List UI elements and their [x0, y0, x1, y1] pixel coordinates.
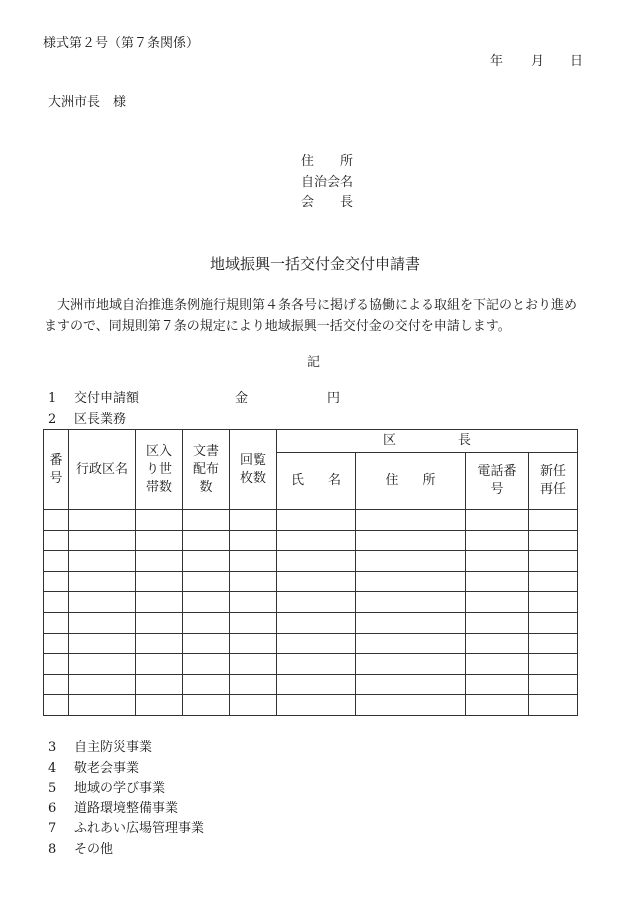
cell-address[interactable]	[356, 530, 466, 551]
cell-documents[interactable]	[183, 654, 230, 675]
cell-name[interactable]	[277, 654, 356, 675]
cell-circulars[interactable]	[230, 571, 277, 592]
cell-circulars[interactable]	[230, 530, 277, 551]
cell-address[interactable]	[356, 551, 466, 572]
cell-number[interactable]	[44, 695, 69, 716]
cell-circulars[interactable]	[230, 654, 277, 675]
district-chief-table	[43, 429, 578, 716]
cell-phone[interactable]	[466, 551, 529, 572]
cell-documents[interactable]	[183, 633, 230, 654]
cell-households[interactable]	[136, 551, 183, 572]
cell-households[interactable]	[136, 654, 183, 675]
table-row	[44, 592, 578, 613]
cell-households[interactable]	[136, 592, 183, 613]
cell-status[interactable]	[529, 530, 578, 551]
cell-documents[interactable]	[183, 695, 230, 716]
item8-label: その他	[74, 842, 114, 857]
cell-households[interactable]	[136, 510, 183, 531]
cell-status[interactable]	[529, 674, 578, 695]
item8-number: 8	[48, 842, 57, 857]
amount-kin: 金	[235, 391, 249, 406]
cell-circulars[interactable]	[230, 612, 277, 633]
table-row	[44, 551, 578, 572]
cell-status[interactable]	[529, 654, 578, 675]
cell-district[interactable]	[69, 592, 136, 613]
cell-name[interactable]	[277, 612, 356, 633]
cell-number[interactable]	[44, 571, 69, 592]
cell-number[interactable]	[44, 530, 69, 551]
cell-name[interactable]	[277, 633, 356, 654]
applicant-chairman-label: 会 長	[301, 195, 353, 210]
cell-phone[interactable]	[466, 530, 529, 551]
cell-status[interactable]	[529, 571, 578, 592]
cell-households[interactable]	[136, 695, 183, 716]
item5-label: 地域の学び事業	[74, 781, 166, 796]
cell-circulars[interactable]	[230, 592, 277, 613]
cell-number[interactable]	[44, 633, 69, 654]
applicant-association-label: 自治会名	[301, 175, 354, 190]
table-row	[44, 695, 578, 716]
cell-number[interactable]	[44, 654, 69, 675]
date-year: 年	[490, 54, 504, 69]
date-month: 月	[531, 54, 545, 69]
cell-number[interactable]	[44, 551, 69, 572]
cell-households[interactable]	[136, 674, 183, 695]
amount-en: 円	[327, 391, 341, 406]
cell-households[interactable]	[136, 530, 183, 551]
table-row	[44, 633, 578, 654]
cell-number[interactable]	[44, 592, 69, 613]
cell-phone[interactable]	[466, 633, 529, 654]
item7-label: ふれあい広場管理事業	[74, 821, 205, 836]
item1-label: 交付申請額	[74, 391, 140, 406]
item6-number: 6	[48, 801, 57, 816]
cell-district[interactable]	[69, 612, 136, 633]
table-row	[44, 654, 578, 675]
cell-address[interactable]	[356, 674, 466, 695]
cell-district[interactable]	[69, 633, 136, 654]
cell-phone[interactable]	[466, 654, 529, 675]
cell-district[interactable]	[69, 551, 136, 572]
item6-label: 道路環境整備事業	[74, 801, 179, 816]
item3-number: 3	[48, 740, 57, 755]
cell-name[interactable]	[277, 510, 356, 531]
cell-circulars[interactable]	[230, 674, 277, 695]
cell-circulars[interactable]	[230, 633, 277, 654]
table-row	[44, 612, 578, 633]
cell-phone[interactable]	[466, 592, 529, 613]
cell-name[interactable]	[277, 571, 356, 592]
cell-status[interactable]	[529, 551, 578, 572]
cell-district[interactable]	[69, 571, 136, 592]
cell-name[interactable]	[277, 674, 356, 695]
cell-phone[interactable]	[466, 674, 529, 695]
header-number: 番号	[44, 430, 69, 510]
item5-number: 5	[48, 781, 57, 796]
cell-name[interactable]	[277, 551, 356, 572]
cell-status[interactable]	[529, 612, 578, 633]
cell-phone[interactable]	[466, 510, 529, 531]
cell-status[interactable]	[529, 633, 578, 654]
date-day: 日	[570, 54, 584, 69]
header-name: 氏 名	[277, 453, 356, 510]
cell-name[interactable]	[277, 592, 356, 613]
table-row	[44, 530, 578, 551]
cell-status[interactable]	[529, 510, 578, 531]
cell-documents[interactable]	[183, 592, 230, 613]
cell-documents[interactable]	[183, 612, 230, 633]
cell-documents[interactable]	[183, 530, 230, 551]
note-label: 記	[307, 355, 321, 370]
header-status: 新任再任	[529, 453, 578, 510]
cell-address[interactable]	[356, 612, 466, 633]
item2-label: 区長業務	[74, 412, 127, 427]
cell-circulars[interactable]	[230, 510, 277, 531]
cell-district[interactable]	[69, 695, 136, 716]
item7-number: 7	[48, 821, 57, 836]
applicant-address-label: 住 所	[301, 154, 353, 169]
form-number: 様式第２号（第７条関係）	[43, 36, 200, 51]
body-text: 大洲市地域自治推進条例施行規則第４条各号に掲げる協働による取組を下記のとおり進めますので、同規則第７条の規定により地域振興一括交付金の交付を申請します。	[44, 298, 578, 334]
item3-label: 自主防災事業	[74, 740, 153, 755]
item1-number: 1	[48, 391, 57, 406]
cell-phone[interactable]	[466, 695, 529, 716]
cell-households[interactable]	[136, 612, 183, 633]
cell-address[interactable]	[356, 633, 466, 654]
header-circulars: 回覧枚数	[230, 430, 277, 510]
document-title: 地域振興一括交付金交付申請書	[209, 255, 420, 273]
cell-status[interactable]	[529, 592, 578, 613]
cell-status[interactable]	[529, 695, 578, 716]
cell-number[interactable]	[44, 612, 69, 633]
cell-documents[interactable]	[183, 571, 230, 592]
cell-phone[interactable]	[466, 571, 529, 592]
cell-households[interactable]	[136, 633, 183, 654]
item2-number: 2	[48, 412, 57, 427]
header-chief: 区 長	[277, 430, 578, 453]
cell-district[interactable]	[69, 674, 136, 695]
item4-number: 4	[48, 761, 57, 776]
cell-address[interactable]	[356, 571, 466, 592]
header-documents: 文書配布数	[183, 430, 230, 510]
cell-number[interactable]	[44, 510, 69, 531]
cell-address[interactable]	[356, 592, 466, 613]
cell-district[interactable]	[69, 530, 136, 551]
table-row	[44, 571, 578, 592]
cell-households[interactable]	[136, 571, 183, 592]
cell-district[interactable]	[69, 654, 136, 675]
cell-district[interactable]	[69, 510, 136, 531]
cell-name[interactable]	[277, 695, 356, 716]
header-phone: 電話番号	[466, 453, 529, 510]
header-households: 区入り世帯数	[136, 430, 183, 510]
cell-number[interactable]	[44, 674, 69, 695]
header-district: 行政区名	[69, 430, 136, 510]
cell-circulars[interactable]	[230, 695, 277, 716]
cell-documents[interactable]	[183, 510, 230, 531]
cell-address[interactable]	[356, 654, 466, 675]
cell-name[interactable]	[277, 530, 356, 551]
cell-documents[interactable]	[183, 674, 230, 695]
cell-address[interactable]	[356, 695, 466, 716]
cell-phone[interactable]	[466, 612, 529, 633]
table-row	[44, 510, 578, 531]
addressee: 大洲市長 様	[48, 95, 127, 110]
cell-documents[interactable]	[183, 551, 230, 572]
table-row	[44, 674, 578, 695]
cell-circulars[interactable]	[230, 551, 277, 572]
cell-address[interactable]	[356, 510, 466, 531]
item4-label: 敬老会事業	[74, 761, 140, 776]
header-address: 住 所	[356, 453, 466, 510]
